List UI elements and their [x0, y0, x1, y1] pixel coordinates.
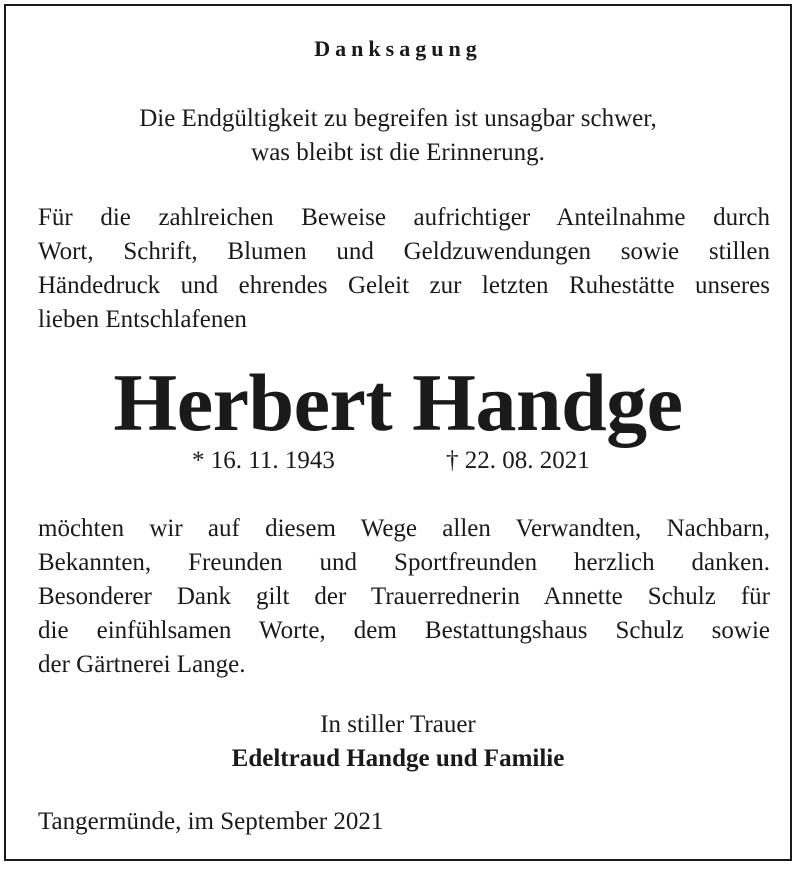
notice-title: Danksagung: [314, 36, 482, 61]
death-date: † 22. 08. 2021: [446, 447, 590, 474]
obituary-notice: [4, 4, 792, 861]
text-line: die einfühlsamen Worte, dem Bestattungshaus Schulz sowie: [38, 617, 770, 644]
text-line: Bekannten, Freunden und Sportfreunden herzlich danken.: [38, 549, 770, 576]
text-line: Händedruck und ehrendes Geleit zur letzten Ruhestätte unseres: [38, 272, 770, 299]
family-signature: Edeltraud Handge und Familie: [231, 745, 565, 772]
text-line: der Gärtnerei Lange.: [38, 651, 246, 678]
text-line: Besonderer Dank gilt der Trauerrednerin Annette Schulz für: [38, 583, 770, 610]
text-line: lieben Entschlafenen: [38, 306, 247, 333]
text-line: Wort, Schrift, Blumen und Geldzuwendungen sowie stillen: [38, 238, 770, 265]
birth-date: * 16. 11. 1943: [192, 447, 335, 474]
quote-line: Die Endgültigkeit zu begreifen ist unsagbar schwer,: [139, 105, 657, 132]
deceased-name: Herbert Handge: [113, 357, 683, 448]
thanks-paragraph-main: [38, 512, 770, 682]
memorial-quote: [6, 102, 790, 170]
thanks-paragraph-intro: [38, 201, 770, 337]
text-line: Für die zahlreichen Beweise aufrichtiger Anteilnahme durch: [38, 204, 770, 231]
place-and-date: Tangermünde, im September 2021: [38, 808, 384, 835]
quote-line: was bleibt ist die Erinnerung.: [251, 139, 545, 166]
mourning-line: In stiller Trauer: [320, 711, 476, 738]
text-line: möchten wir auf diesem Wege allen Verwandten, Nachbarn,: [38, 515, 770, 542]
